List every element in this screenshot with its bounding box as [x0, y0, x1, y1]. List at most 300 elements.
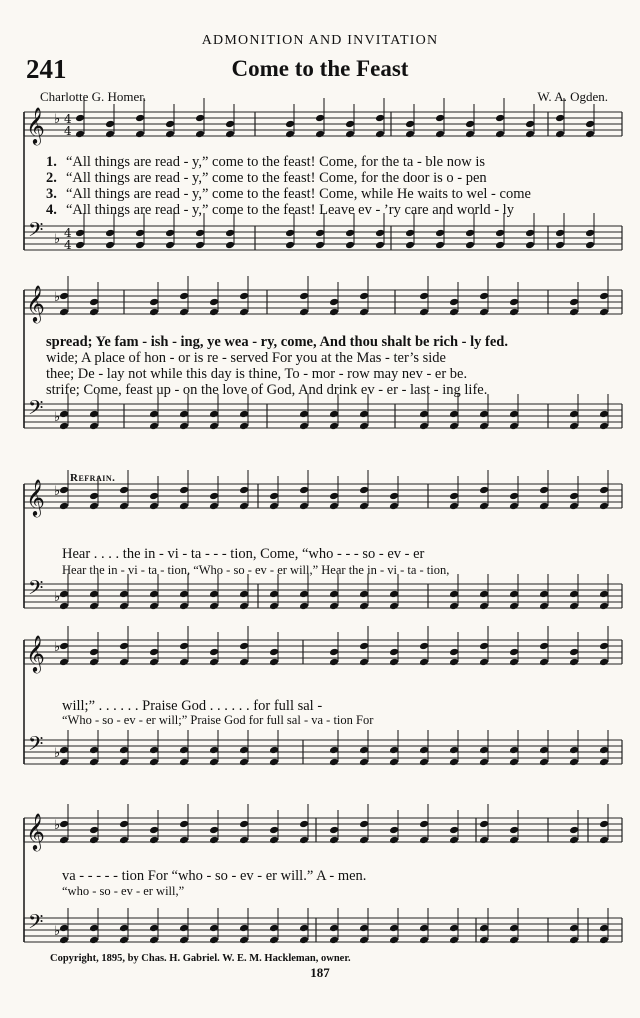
verse-4-line-2 [0, 382, 640, 400]
note-head [59, 758, 69, 767]
note-head [269, 936, 279, 945]
note-head [449, 502, 459, 511]
note-head [329, 492, 339, 501]
note-head [105, 130, 115, 139]
note-head [359, 602, 369, 611]
note-head [509, 758, 519, 767]
note-head [195, 130, 205, 139]
note-head [509, 602, 519, 611]
note-head [179, 820, 189, 829]
note-head [359, 936, 369, 945]
clef-glyph: 𝄢 [28, 396, 44, 424]
note-head [149, 836, 159, 845]
note-head [479, 308, 489, 317]
note-head [269, 836, 279, 845]
note-head [345, 229, 355, 238]
note-head [435, 114, 445, 123]
note-head [165, 130, 175, 139]
refrain-line-1-bass [0, 563, 640, 581]
note-head [419, 936, 429, 945]
note-head [449, 492, 459, 501]
note-head [359, 758, 369, 767]
note-head [209, 836, 219, 845]
clef-glyph: ♭ [54, 112, 61, 127]
refrain-line-1-soprano [0, 546, 640, 564]
note-head [329, 648, 339, 657]
note-head [149, 936, 159, 945]
note-head [569, 492, 579, 501]
note-head [179, 486, 189, 495]
note-head [449, 410, 459, 419]
note-head [269, 590, 279, 599]
note-head [89, 836, 99, 845]
note-head [299, 410, 309, 419]
note-head [509, 936, 519, 945]
note-head [59, 590, 69, 599]
note-head [569, 422, 579, 431]
note-head [569, 924, 579, 933]
note-head [179, 924, 189, 933]
note-head [599, 486, 609, 495]
note-head [569, 758, 579, 767]
note-head [359, 820, 369, 829]
note-head [299, 820, 309, 829]
note-head [315, 241, 325, 250]
note-head [239, 820, 249, 829]
note-head [299, 602, 309, 611]
hymn-title: Come to the Feast [231, 56, 409, 81]
note-head [119, 746, 129, 755]
lyric-text: “All things are read - y,” come to the feast! Come, for the ta - ble now is [66, 154, 486, 170]
refrain-label: Refrain. [70, 472, 116, 484]
note-head [149, 298, 159, 307]
note-head [269, 658, 279, 667]
note-head [479, 410, 489, 419]
note-head [389, 826, 399, 835]
note-head [599, 758, 609, 767]
note-head [329, 936, 339, 945]
verse-number: 1. [46, 154, 57, 170]
note-head [359, 410, 369, 419]
note-head [419, 658, 429, 667]
note-head [449, 308, 459, 317]
note-head [299, 924, 309, 933]
note-head [269, 924, 279, 933]
clef-glyph: ♭ [54, 410, 61, 425]
note-head [119, 502, 129, 511]
note-head [525, 229, 535, 238]
note-head [389, 502, 399, 511]
note-head [209, 602, 219, 611]
hymn-number: 241 [26, 54, 67, 84]
note-head [89, 410, 99, 419]
note-head [419, 410, 429, 419]
note-head [89, 298, 99, 307]
note-head [405, 120, 415, 129]
note-head [479, 758, 489, 767]
note-head [209, 492, 219, 501]
note-head [329, 410, 339, 419]
note-head [405, 130, 415, 139]
note-head [89, 308, 99, 317]
note-head [315, 130, 325, 139]
note-head [119, 820, 129, 829]
verse-number: 4. [46, 202, 57, 218]
note-head [509, 308, 519, 317]
note-head [419, 422, 429, 431]
note-head [585, 130, 595, 139]
note-head [389, 602, 399, 611]
clef-glyph: ♭ [54, 590, 61, 605]
note-head [539, 642, 549, 651]
note-head [509, 836, 519, 845]
verse-number: 2. [46, 170, 57, 186]
note-head [599, 422, 609, 431]
note-head [389, 658, 399, 667]
note-head [555, 241, 565, 250]
clef-glyph: 𝄢 [28, 576, 44, 604]
note-head [179, 642, 189, 651]
note-head [239, 642, 249, 651]
note-head [495, 229, 505, 238]
note-head [239, 292, 249, 301]
note-head [59, 820, 69, 829]
lyric-text: strife; Come, feast up - on the love of God, And drink ev - er - last - ing life. [46, 382, 488, 398]
note-head [569, 298, 579, 307]
note-head [239, 410, 249, 419]
section-title: ADMONITION AND INVITATION [201, 33, 439, 48]
clef-glyph: ♭ [54, 640, 61, 655]
note-head [345, 130, 355, 139]
note-head [389, 758, 399, 767]
note-head [59, 642, 69, 651]
note-head [59, 308, 69, 317]
note-head [209, 410, 219, 419]
note-head [375, 130, 385, 139]
note-head [585, 229, 595, 238]
note-head [449, 836, 459, 845]
note-head [59, 486, 69, 495]
note-head [479, 602, 489, 611]
note-head [509, 658, 519, 667]
note-head [509, 924, 519, 933]
note-head [239, 658, 249, 667]
note-head [539, 658, 549, 667]
note-head [149, 648, 159, 657]
note-head [389, 936, 399, 945]
note-head [599, 642, 609, 651]
note-head [165, 120, 175, 129]
note-head [509, 422, 519, 431]
note-head [89, 590, 99, 599]
note-head [195, 241, 205, 250]
note-head [359, 642, 369, 651]
note-head [479, 820, 489, 829]
note-head [509, 502, 519, 511]
note-head [449, 826, 459, 835]
note-head [89, 648, 99, 657]
note-head [89, 422, 99, 431]
note-head [449, 936, 459, 945]
note-head [539, 502, 549, 511]
note-head [449, 298, 459, 307]
note-head [389, 648, 399, 657]
note-head [449, 758, 459, 767]
note-head [149, 422, 159, 431]
note-head [599, 924, 609, 933]
note-head [89, 936, 99, 945]
note-head [119, 836, 129, 845]
note-head [329, 758, 339, 767]
note-head [539, 486, 549, 495]
clef-glyph: ♭ [54, 290, 61, 305]
note-head [225, 241, 235, 250]
note-head [555, 130, 565, 139]
note-head [555, 114, 565, 123]
note-head [179, 746, 189, 755]
note-head [465, 130, 475, 139]
note-head [209, 746, 219, 755]
note-head [495, 130, 505, 139]
note-head [479, 936, 489, 945]
note-head [405, 241, 415, 250]
note-head [479, 292, 489, 301]
note-head [539, 602, 549, 611]
note-head [239, 746, 249, 755]
lyric-text: wide; A place of hon - or is re - served For you at the Mas - ter’s side [46, 350, 446, 366]
note-head [225, 120, 235, 129]
note-head [209, 298, 219, 307]
note-head [209, 936, 219, 945]
note-head [419, 642, 429, 651]
note-head [149, 826, 159, 835]
lyric-text: “All things are read - y,” come to the feast! Come, for the door is o - pen [66, 170, 487, 186]
note-head [195, 229, 205, 238]
note-head [149, 308, 159, 317]
note-head [179, 590, 189, 599]
note-head [75, 130, 85, 139]
note-head [539, 590, 549, 599]
note-head [329, 298, 339, 307]
note-head [239, 936, 249, 945]
note-head [209, 758, 219, 767]
note-head [509, 746, 519, 755]
lyric-text: spread; Ye fam - ish - ing, ye wea - ry, come, And thou shalt be rich - ly fed. [46, 334, 508, 350]
note-head [569, 826, 579, 835]
verse-4-line-1 [0, 202, 640, 220]
clef-glyph: 4 [64, 112, 72, 126]
note-head [569, 308, 579, 317]
note-head [75, 241, 85, 250]
note-head [359, 590, 369, 599]
note-head [599, 836, 609, 845]
note-head [149, 492, 159, 501]
note-head [299, 308, 309, 317]
note-head [359, 486, 369, 495]
note-head [239, 924, 249, 933]
note-heads [59, 98, 609, 944]
note-head [119, 758, 129, 767]
lyric-text: will;” . . . . . . Praise God . . . . . . for full sal - [62, 698, 323, 714]
note-head [509, 826, 519, 835]
note-head [359, 292, 369, 301]
note-head [209, 826, 219, 835]
note-head [149, 410, 159, 419]
clef-glyph: 4 [64, 238, 72, 252]
note-head [89, 746, 99, 755]
note-head [135, 229, 145, 238]
note-head [329, 746, 339, 755]
note-head [329, 658, 339, 667]
note-head [495, 241, 505, 250]
note-head [119, 658, 129, 667]
note-head [135, 130, 145, 139]
author-credit: Charlotte G. Homer. [40, 89, 147, 104]
note-head [329, 924, 339, 933]
note-head [89, 502, 99, 511]
note-head [525, 130, 535, 139]
note-head [209, 422, 219, 431]
note-head [299, 836, 309, 845]
note-head [209, 308, 219, 317]
clef-glyph: ♭ [54, 484, 61, 499]
note-head [359, 422, 369, 431]
clef-glyph: 𝄞 [26, 634, 45, 672]
note-head [329, 590, 339, 599]
note-head [449, 746, 459, 755]
note-head [149, 602, 159, 611]
note-head [149, 924, 159, 933]
note-head [285, 241, 295, 250]
note-head [419, 758, 429, 767]
note-head [285, 229, 295, 238]
note-head [119, 642, 129, 651]
note-head [269, 758, 279, 767]
note-head [179, 502, 189, 511]
note-head [239, 502, 249, 511]
lyric-text: “Who - so - ev - er will;” Praise God for full sal - va - tion For [62, 713, 374, 727]
copyright-notice: Copyright, 1895, by Chas. H. Gabriel. W. E. M. Hackleman, owner. [50, 953, 351, 964]
clef-glyph: 𝄞 [26, 284, 45, 322]
clef-glyph: 4 [64, 124, 72, 138]
note-head [75, 114, 85, 123]
verse-number: 3. [46, 186, 57, 202]
clef-glyph: 𝄢 [28, 218, 44, 246]
note-head [239, 590, 249, 599]
note-head [345, 241, 355, 250]
note-head [179, 308, 189, 317]
note-head [119, 590, 129, 599]
note-head [239, 602, 249, 611]
note-head [105, 120, 115, 129]
note-head [449, 648, 459, 657]
note-head [599, 936, 609, 945]
note-head [59, 602, 69, 611]
note-head [435, 229, 445, 238]
note-head [89, 492, 99, 501]
note-head [525, 241, 535, 250]
note-head [449, 422, 459, 431]
note-head [599, 590, 609, 599]
note-head [179, 658, 189, 667]
note-head [269, 602, 279, 611]
lyric-text: Hear . . . . the in - vi - ta - - - tion, Come, “who - - - so - ev - er [62, 546, 425, 562]
note-head [419, 292, 429, 301]
note-head [149, 502, 159, 511]
note-head [179, 836, 189, 845]
note-head [449, 602, 459, 611]
note-head [195, 114, 205, 123]
note-head [329, 836, 339, 845]
note-head [405, 229, 415, 238]
note-head [179, 422, 189, 431]
note-head [59, 502, 69, 511]
note-head [59, 924, 69, 933]
note-head [419, 308, 429, 317]
note-head [299, 590, 309, 599]
note-head [419, 836, 429, 845]
note-head [329, 308, 339, 317]
note-head [239, 758, 249, 767]
note-head [375, 229, 385, 238]
note-head [599, 410, 609, 419]
note-head [449, 590, 459, 599]
lyric-text: va - - - - - tion For “who - so - ev - er will.” A - men. [62, 868, 367, 884]
note-head [479, 590, 489, 599]
note-head [269, 746, 279, 755]
note-head [89, 602, 99, 611]
note-head [359, 308, 369, 317]
note-head [419, 746, 429, 755]
note-head [149, 590, 159, 599]
note-head [389, 924, 399, 933]
note-head [435, 241, 445, 250]
note-head [329, 422, 339, 431]
note-head [269, 502, 279, 511]
note-head [509, 492, 519, 501]
note-head [135, 241, 145, 250]
refrain-line-2-bass [0, 713, 640, 731]
note-head [165, 241, 175, 250]
note-head [449, 924, 459, 933]
note-head [509, 590, 519, 599]
note-head [599, 602, 609, 611]
clef-and-key-glyphs [26, 106, 72, 939]
note-head [225, 130, 235, 139]
note-head [105, 241, 115, 250]
note-head [569, 410, 579, 419]
note-head [569, 648, 579, 657]
note-head [479, 502, 489, 511]
note-head [569, 590, 579, 599]
clef-glyph: 𝄢 [28, 732, 44, 760]
note-head [509, 298, 519, 307]
note-head [465, 120, 475, 129]
note-head [555, 229, 565, 238]
clef-glyph: 𝄞 [26, 812, 45, 850]
note-head [59, 936, 69, 945]
note-head [375, 114, 385, 123]
note-head [89, 924, 99, 933]
note-head [449, 658, 459, 667]
note-head [479, 486, 489, 495]
clef-glyph: ♭ [54, 232, 61, 247]
note-head [209, 502, 219, 511]
note-head [315, 114, 325, 123]
note-head [389, 492, 399, 501]
note-head [149, 658, 159, 667]
note-head [149, 758, 159, 767]
